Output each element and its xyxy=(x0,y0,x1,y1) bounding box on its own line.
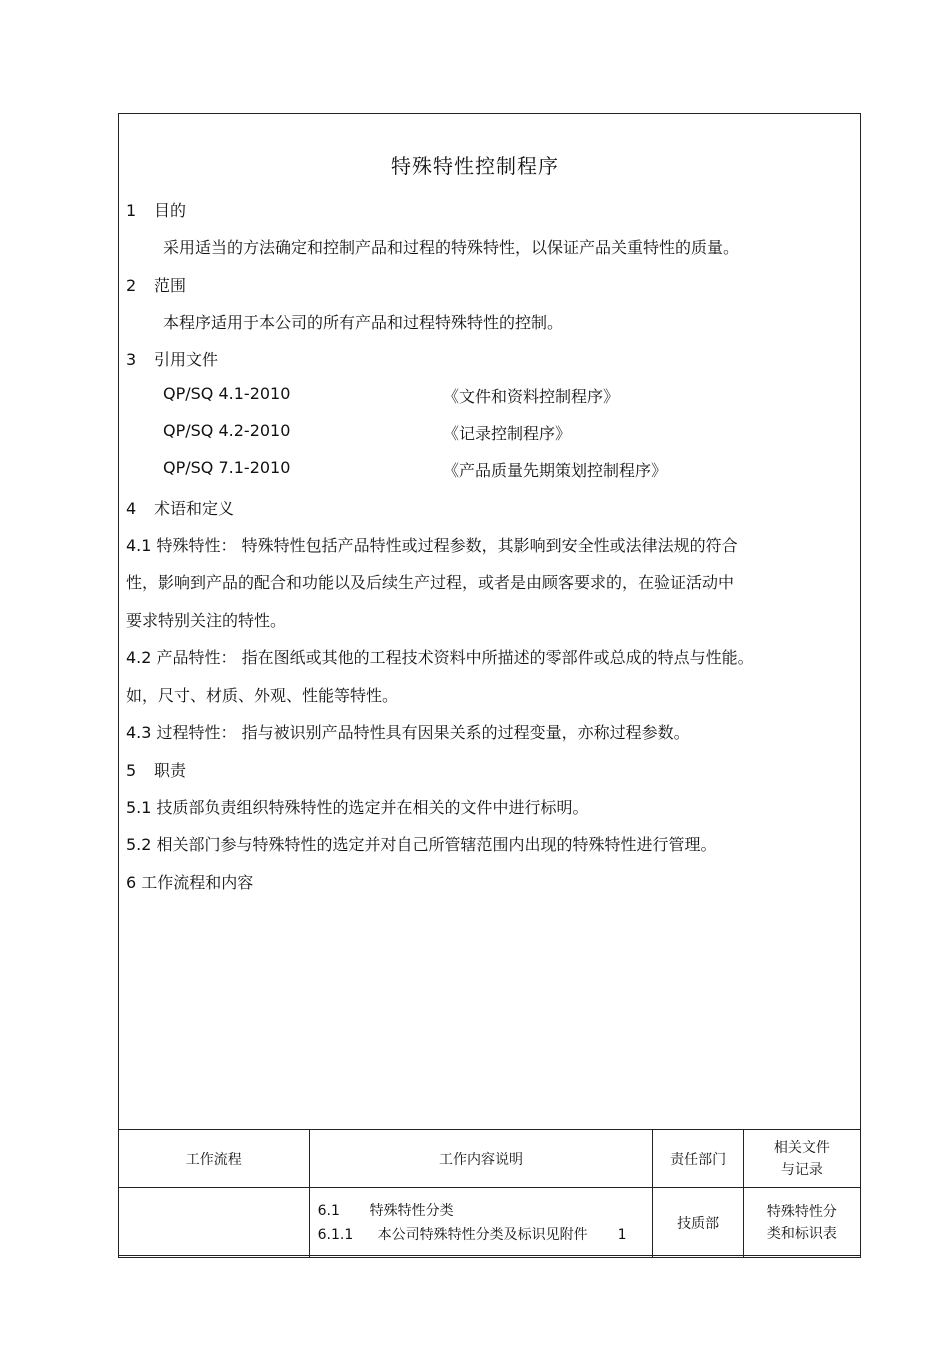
header-records-line: 相关文件 xyxy=(773,1139,830,1156)
table-header-row xyxy=(119,1130,861,1188)
section-1-heading xyxy=(126,198,186,221)
reference-name: 《产品质量先期策划控制程序》 xyxy=(443,461,668,480)
content-cell xyxy=(309,1188,653,1258)
annex-number: 1 xyxy=(617,1226,627,1243)
section-title: 引用文件 xyxy=(154,350,219,369)
sub-number: 6.1 xyxy=(317,1202,340,1219)
header-records-line: 与记录 xyxy=(780,1161,823,1178)
section-number: 5 xyxy=(126,761,137,780)
section-5-heading xyxy=(126,758,186,781)
sub-number: 6.1.1 xyxy=(317,1226,354,1243)
section-number: 4 xyxy=(126,499,137,518)
definition-4-2-line: 如，尺寸、材质、外观、性能等特性。 xyxy=(126,686,399,705)
content-sub-line xyxy=(318,1199,653,1223)
reference-code: QP/SQ 4.2-2010 xyxy=(163,421,291,440)
page-title: 特殊特性控制程序 xyxy=(391,154,559,178)
section-1-text: 采用适当的方法确定和控制产品和过程的特殊特性，以保证产品关重特性的质量。 xyxy=(163,238,740,257)
section-number: 1 xyxy=(126,201,137,220)
records-line: 特殊特性分 xyxy=(766,1203,837,1220)
department-cell: 技质部 xyxy=(653,1188,743,1258)
header-records xyxy=(743,1130,860,1188)
section-title: 目的 xyxy=(154,201,187,220)
reference-name: 《记录控制程序》 xyxy=(443,424,572,443)
section-number: 2 xyxy=(126,276,137,295)
header-department: 责任部门 xyxy=(653,1130,743,1188)
section-title: 职责 xyxy=(154,761,187,780)
header-content: 工作内容说明 xyxy=(309,1130,653,1188)
section-2-text: 本程序适用于本公司的所有产品和过程特殊特性的控制。 xyxy=(163,313,564,332)
section-3-heading xyxy=(126,347,218,370)
definition-4-1-line: 性，影响到产品的配合和功能以及后续生产过程，或者是由顾客要求的，在验证活动中 xyxy=(126,573,735,592)
definition-4-2-line: 4.2 产品特性： 指在图纸或其他的工程技术资料中所描述的零部件或总成的特点与性能。 xyxy=(126,648,754,667)
workflow-cell xyxy=(119,1188,310,1258)
section-number: 3 xyxy=(126,350,137,369)
table-row xyxy=(119,1188,861,1258)
section-title: 范围 xyxy=(154,276,187,295)
reference-name: 《文件和资料控制程序》 xyxy=(443,387,620,406)
sub-text: 本公司特殊特性分类及标识见附件 xyxy=(377,1226,588,1243)
reference-code: QP/SQ 7.1-2010 xyxy=(163,458,291,477)
definition-4-1-line: 4.1 特殊特性： 特殊特性包括产品特性或过程参数，其影响到安全性或法律法规的符合 xyxy=(126,536,738,555)
reference-code: QP/SQ 4.1-2010 xyxy=(163,384,291,403)
definition-4-1-line: 要求特别关注的特性。 xyxy=(126,611,287,630)
records-line: 类和标识表 xyxy=(766,1225,837,1242)
responsibility-5-1: 5.1 技质部负责组织特殊特性的选定并在相关的文件中进行标明。 xyxy=(126,798,589,817)
section-title: 术语和定义 xyxy=(154,499,235,518)
header-workflow: 工作流程 xyxy=(119,1130,310,1188)
content-sub-line xyxy=(318,1223,653,1247)
section-6-heading: 6 工作流程和内容 xyxy=(126,873,254,892)
section-2-heading xyxy=(126,273,186,296)
definition-4-3-line: 4.3 过程特性： 指与被识别产品特性具有因果关系的过程变量，亦称过程参数。 xyxy=(126,723,690,742)
section-4-heading xyxy=(126,496,234,519)
workflow-table xyxy=(118,1129,861,1258)
responsibility-5-2: 5.2 相关部门参与特殊特性的选定并对自己所管辖范围内出现的特殊特性进行管理。 xyxy=(126,835,717,854)
sub-text: 特殊特性分类 xyxy=(369,1202,454,1219)
records-cell xyxy=(743,1188,860,1258)
